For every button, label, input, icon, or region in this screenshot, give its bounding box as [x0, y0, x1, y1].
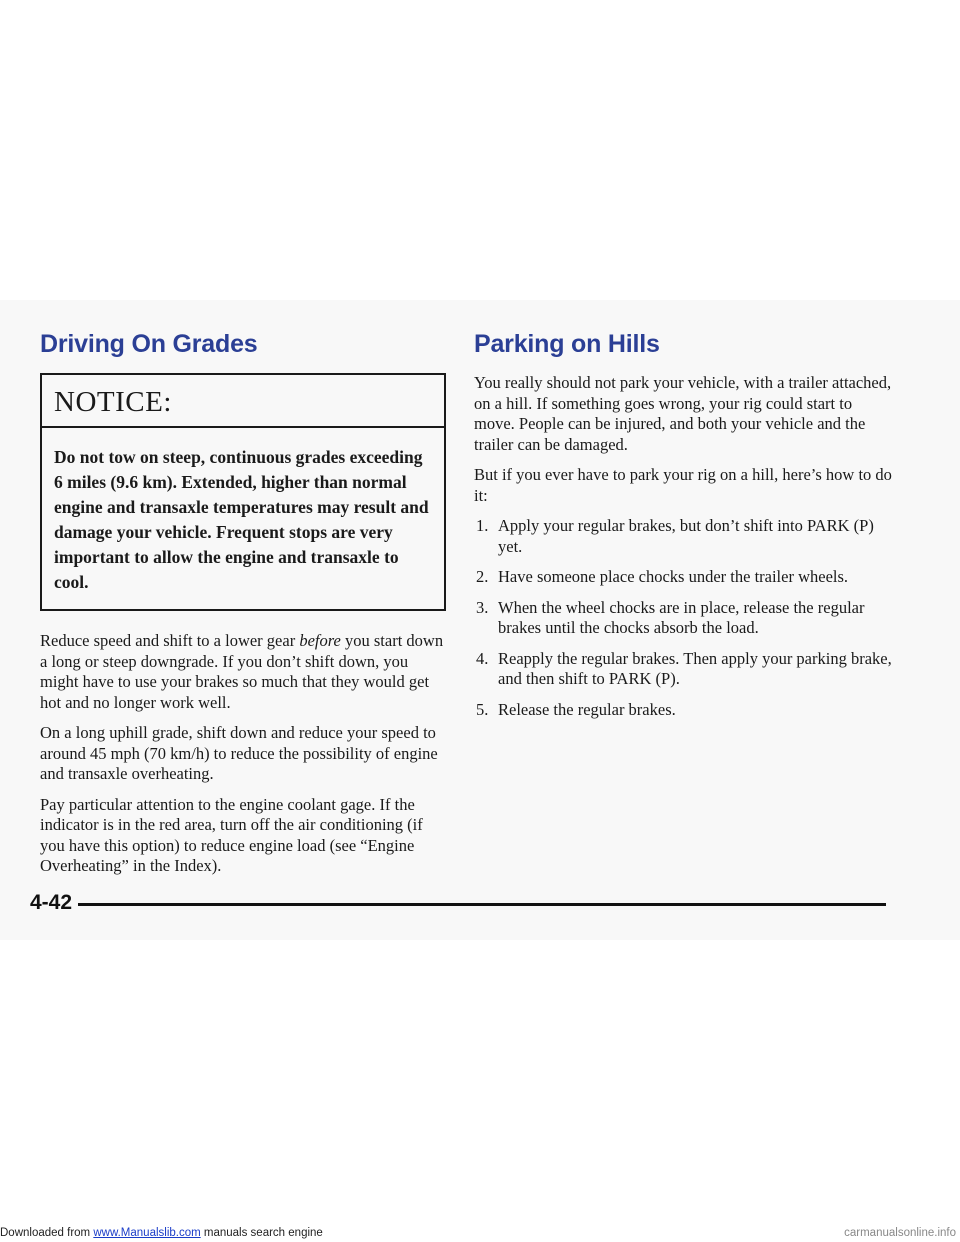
paragraph-uphill: On a long uphill grade, shift down and reduce your speed to around 45 mph (70 km/h) to reduce the possibility of engine and transaxle overheating. — [40, 723, 438, 783]
watermark-text: carmanualsonline.info — [844, 1227, 956, 1239]
page-footer — [30, 888, 886, 918]
notice-box — [40, 373, 446, 611]
footer-rule — [78, 903, 886, 906]
emphasis-before: before — [299, 631, 341, 650]
paragraph-coolant-gage: Pay particular attention to the engine coolant gage. If the indicator is in the red area, turn off the air conditioning (if you have this option) to reduce engine load (see “Engine Overheating” in the Index). — [40, 794, 423, 875]
parking-steps-list — [474, 516, 894, 720]
notice-title: NOTICE: — [42, 375, 444, 428]
list-item: 5. Release the regular brakes. — [476, 699, 676, 719]
paragraph-downgrade: Reduce speed and shift to a lower gear before you start down a long or steep downgrade. If you don’t shift down, you might have to use your brakes so much that they would get hot and no longer work well. — [40, 631, 444, 712]
list-item: 3. When the wheel chocks are in place, release the regular brakes until the chocks absorb the load. — [476, 597, 865, 637]
list-item: 2. Have someone place chocks under the trailer wheels. — [476, 567, 849, 586]
paragraph-how-to: But if you ever have to park your rig on a hill, here’s how to do it: — [474, 465, 892, 505]
list-item: 1. Apply your regular brakes, but don’t shift into PARK (P) yet. — [476, 516, 874, 556]
list-item: 4. Reapply the regular brakes. Then apply your parking brake, and then shift to PARK (P). — [476, 648, 892, 688]
download-bar: Downloaded from www.Manualslib.com manuals search engine carmanualsonline.info — [0, 1224, 960, 1242]
section-heading-driving-on-grades: Driving On Grades — [40, 330, 258, 358]
page-number: 4-42 — [30, 891, 73, 914]
manualslib-link[interactable]: www.Manualslib.com — [93, 1227, 201, 1239]
paragraph-parking-warning: You really should not park your vehicle, with a trailer attached, on a hill. If something goes wrong, your rig could start to move. People can be injured, and both your vehicle and the trailer can be damaged. — [474, 373, 892, 454]
section-heading-parking-on-hills: Parking on Hills — [474, 330, 660, 358]
left-column — [40, 330, 446, 887]
notice-text: Do not tow on steep, continuous grades exceeding 6 miles (9.6 km). Extended, higher than normal engine and transaxle temperatures may result and damage your vehicle. Frequent stops are very important to allow the engine and transaxle to cool. — [54, 447, 429, 592]
right-column — [474, 330, 894, 730]
